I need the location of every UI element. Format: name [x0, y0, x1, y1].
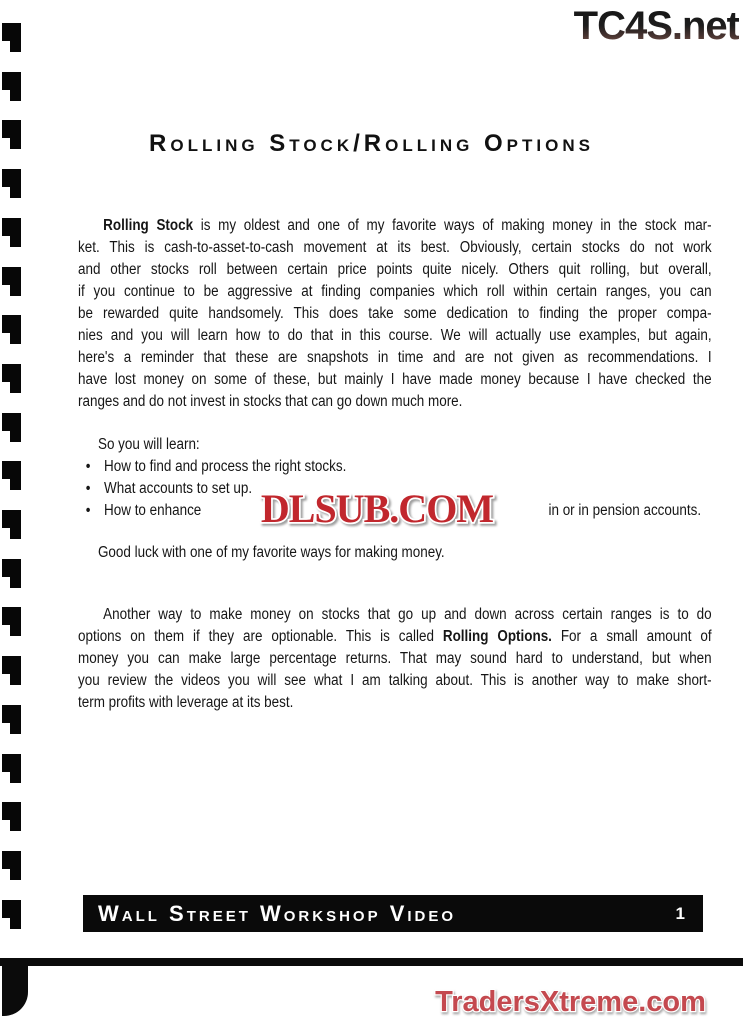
closing-line: Good luck with one of my favorite ways for making money. [97, 544, 445, 561]
rolling-options-bold: Rolling Options. [442, 628, 552, 645]
footer-title: Wall Street Workshop Video [98, 900, 457, 926]
text-line: be rewarded quite handsomely. This does take some dedication to finding the proper compa- [78, 305, 712, 322]
svg-text:TradersXtreme.com: TradersXtreme.com [435, 986, 706, 1018]
binding-mark [2, 267, 21, 285]
text-line: term profits with leverage at its best. [78, 694, 294, 711]
page-number: 1 [675, 903, 685, 923]
bullet-icon: • [85, 458, 91, 475]
text-line: Another way to make money on stocks that go up and down across certain ranges is to do [103, 606, 712, 623]
binding-mark [2, 413, 21, 431]
binding-mark [2, 169, 21, 187]
text-line: you review the videos you will see what I am talking about. This is another way to make short- [78, 672, 712, 689]
svg-text:DLSUB.COM: DLSUB.COM [260, 486, 494, 531]
binding-mark [2, 607, 21, 625]
text-line: ket. This is cash-to-asset-to-cash movement at its best. Obviously, certain stocks do not work [78, 239, 712, 256]
text-line: nies and you will learn how to do that in this course. We will actually use examples, but again, [78, 327, 712, 344]
text-line: options on them if they are optionable. This is called Rolling Options. For a small amount of [78, 628, 712, 645]
binding-mark [2, 705, 21, 723]
binding-mark [2, 510, 21, 528]
binding-mark [2, 72, 21, 90]
text-line: money you can make large percentage returns. That may sound hard to understand, but when [78, 650, 712, 667]
list-item: • How to enhance in or in pension accounts. [78, 500, 712, 522]
closing-line-block [78, 542, 712, 564]
text-line: ranges and do not invest in stocks that can go down much more. [78, 393, 463, 410]
rolling-stock-bold: Rolling Stock [103, 217, 194, 234]
dlsub-watermark [236, 484, 518, 534]
binding-mark [2, 656, 21, 674]
binding-mark [2, 802, 21, 820]
tc4s-watermark: TC4S.net [573, 4, 739, 48]
bullet-icon: • [85, 480, 91, 497]
binding-mark [2, 851, 21, 869]
list-item: • How to find and process the right stocks. [78, 456, 712, 478]
tradersxtreme-watermark [398, 984, 743, 1020]
page-edge-line [0, 958, 743, 966]
text-line: and other stocks roll between certain price points quite nicely. Others quit rolling, but overall, [78, 261, 712, 278]
binding-mark [2, 23, 21, 41]
text-line: Rolling Stock is my oldest and one of my favorite ways of making money in the stock mar- [103, 217, 712, 234]
bullet-icon: • [85, 502, 91, 519]
paragraph-rolling-options [78, 604, 712, 714]
learn-intro: So you will learn: [97, 436, 200, 453]
footer-bar [83, 895, 703, 932]
text-line: have lost money on some of these, but mainly I have made money because I have checked the [78, 371, 712, 388]
binding-mark [2, 559, 21, 577]
binding-mark [2, 364, 21, 382]
binding-mark [2, 315, 21, 333]
binding-mark [2, 900, 21, 918]
paragraph-rolling-stock [78, 215, 712, 413]
binding-mark [2, 218, 21, 236]
text-line: here's a reminder that these are snapshots in time and are not given as recommendations. I [78, 349, 712, 366]
list-item: • What accounts to set up. [78, 478, 712, 500]
page-title: Rolling Stock/Rolling Options [149, 130, 594, 157]
binding-mark [2, 754, 21, 772]
binding-mark [2, 461, 21, 479]
text-line: if you continue to be aggressive at finding companies which roll within certain ranges, you can [78, 283, 712, 300]
